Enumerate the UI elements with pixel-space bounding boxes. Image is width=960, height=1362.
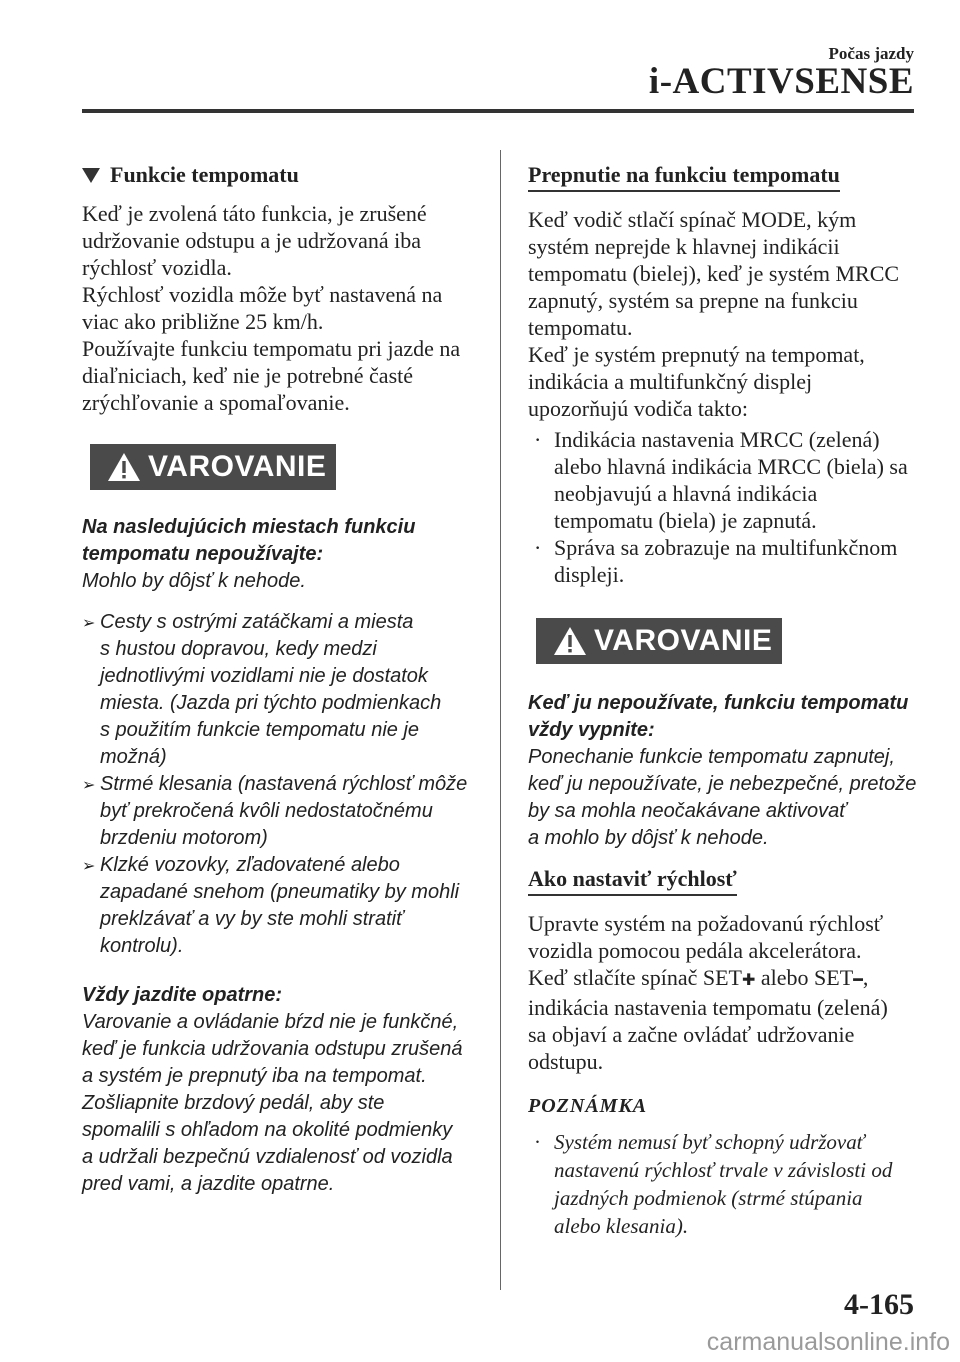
plus-icon: ✚ <box>742 972 756 989</box>
warning-badge <box>536 618 782 664</box>
section-heading <box>82 162 482 188</box>
text-segment: , <box>862 965 869 990</box>
text-line: Keď je systém prepnutý na tempomat, <box>528 342 865 367</box>
right-column <box>528 162 920 1240</box>
list-line: Správa sa zobrazuje na multifunkčnom <box>554 535 898 560</box>
text-line: Keď vodič stlačí spínač MODE, kým <box>528 207 857 232</box>
text-line: rýchlosť vozidla. <box>82 255 232 280</box>
watermark: carmanualsonline.info <box>706 1328 950 1356</box>
list-line: s hustou dopravou, kedy medzi <box>100 638 377 660</box>
text-line: keď je funkcia udržovania odstupu zrušená <box>82 1038 463 1060</box>
bullet-icon: · <box>534 1130 541 1154</box>
text-line: Upravte systém na požadovanú rýchlosť <box>528 911 884 936</box>
bullet-icon: · <box>534 535 542 560</box>
warning-icon <box>552 625 588 657</box>
drive-paragraph <box>82 1009 482 1198</box>
list-line: Cesty s ostrými zatáčkami a miesta <box>100 611 414 633</box>
list-line: byť prekročená kvôli nedostatočnému <box>100 800 433 822</box>
list-line: s použitím funkcie tempomatu nie je <box>100 719 420 741</box>
text-line: zrýchľovanie a spomaľovanie. <box>82 390 350 415</box>
text-line <box>528 964 920 994</box>
text-line: a mohlo by dôjsť k nehode. <box>528 827 769 849</box>
warning-badge <box>90 444 336 490</box>
text-line: tempomatu. <box>528 315 633 340</box>
subheading: Prepnutie na funkciu tempomatu <box>528 162 840 192</box>
text-line: pred vami, a jazdite opatrne. <box>82 1173 335 1195</box>
text-line: sa objaví a začne ovládať udržovanie <box>528 1022 855 1047</box>
text-line: keď ju nepoužívate, je nebezpečné, pretože <box>528 773 917 795</box>
list-line: možná) <box>100 746 167 768</box>
text-line: Používajte funkciu tempomatu pri jazde na <box>82 336 461 361</box>
section-heading-text: Funkcie tempomatu <box>110 162 299 187</box>
note-line: jazdných podmienok (strmé stúpania <box>554 1186 863 1210</box>
list-line: displeji. <box>554 562 625 587</box>
text-segment: Keď stlačíte spínač SET <box>528 965 742 990</box>
arrow-right-icon: ➢ <box>82 777 96 794</box>
list-line: jednotlivými vozidlami nie je dostatok <box>100 665 428 687</box>
text-line: a udržali bezpečnú vzdialenosť od vozidla <box>82 1146 453 1168</box>
warning-label: VAROVANIE <box>148 450 327 483</box>
text-segment: alebo SET <box>755 965 854 990</box>
chapter-title: i-ACTIVSENSE <box>648 61 914 102</box>
list-line: zapadané snehom (pneumatiky by mohli <box>100 881 460 903</box>
text-line: spomalili s ohľadom na okolité podmienky <box>82 1119 453 1141</box>
bullet-icon: · <box>534 427 542 452</box>
intro-paragraph <box>82 200 482 416</box>
switch-paragraph <box>528 206 920 422</box>
list-item <box>82 609 482 771</box>
arrow-right-icon: ➢ <box>82 615 96 632</box>
list-line: Klzké vozovky, zľadovatené alebo <box>100 854 400 876</box>
text-line: indikácia a multifunkčný displej <box>528 369 813 394</box>
section-label: Počas jazdy <box>828 44 914 63</box>
list-item <box>528 426 920 534</box>
list-line: Indikácia nastavenia MRCC (zelená) <box>554 427 880 452</box>
column-divider <box>500 150 501 1290</box>
list-line: kontrolu). <box>100 935 184 957</box>
arrow-right-icon: ➢ <box>82 858 96 875</box>
page-number: 4-165 <box>844 1288 914 1321</box>
header-rule <box>82 109 914 113</box>
text-line: udržovanie odstupu a je udržovaná iba <box>82 228 422 253</box>
text-line: vozidla pomocou pedála akcelerátora. <box>528 938 862 963</box>
warning-bold-line: Na nasledujúcich miestach funkciu <box>82 516 416 538</box>
text-line: Rýchlosť vozidla môže byť nastavená na <box>82 282 443 307</box>
note-line: nastavenú rýchlosť trvale v závislosti od <box>554 1158 893 1182</box>
text-line: odstupu. <box>528 1049 604 1074</box>
warning-label: VAROVANIE <box>594 624 773 657</box>
note-line: alebo klesania). <box>554 1214 689 1238</box>
text-line: upozorňujú vodiča takto: <box>528 396 748 421</box>
speed-paragraph <box>528 910 920 1075</box>
text-line: diaľniciach, keď nie je potrebné časté <box>82 363 414 388</box>
warning-bold-line: Keď ju nepoužívate, funkciu tempomatu <box>528 692 909 714</box>
left-column <box>82 162 482 1198</box>
list-line: neobjavujú a hlavná indikácia <box>554 481 818 506</box>
minus-icon: ━ <box>853 972 863 989</box>
note-item <box>528 1128 920 1240</box>
list-item <box>82 852 482 960</box>
text-line: indikácia nastavenia tempomatu (zelená) <box>528 995 888 1020</box>
text-line: Keď je zvolená táto funkcia, je zrušené <box>82 201 427 226</box>
warning-icon <box>106 451 142 483</box>
subheading: Ako nastaviť rýchlosť <box>528 866 737 896</box>
warning-bold-line: tempomatu nepoužívajte: <box>82 543 324 565</box>
text-line: Zošliapnite brzdový pedál, aby ste <box>82 1092 385 1114</box>
text-line: Varovanie a ovládanie bŕzd nie je funkčné, <box>82 1011 459 1033</box>
text-line: viac ako približne 25 km/h. <box>82 309 324 334</box>
text-line: tempomatu (bielej), keď je systém MRCC <box>528 261 900 286</box>
list-line: miesta. (Jazda pri týchto podmienkach <box>100 692 442 714</box>
text-line: systém neprejde k hlavnej indikácii <box>528 234 840 259</box>
triangle-down-icon <box>82 168 100 183</box>
note-title: POZNÁMKA <box>528 1095 648 1117</box>
list-item <box>82 771 482 852</box>
warning-text: Mohlo by dôjsť k nehode. <box>82 570 306 592</box>
list-line: Strmé klesania (nastavená rýchlosť môže <box>100 773 468 795</box>
list-line: brzdeniu motorom) <box>100 827 268 849</box>
warning-bold-line: vždy vypnite: <box>528 719 655 741</box>
note-line: Systém nemusí byť schopný udržovať <box>554 1130 865 1154</box>
list-item <box>528 534 920 588</box>
text-line: by sa mohla neočakávane aktivovať <box>528 800 847 822</box>
text-line: zapnutý, systém sa prepne na funkciu <box>528 288 858 313</box>
text-line: a systém je prepnutý iba na tempomat. <box>82 1065 427 1087</box>
text-line: Ponechanie funkcie tempomatu zapnutej, <box>528 746 895 768</box>
list-line: tempomatu (biela) je zapnutá. <box>554 508 817 533</box>
list-line: alebo hlavná indikácia MRCC (biela) sa <box>554 454 908 479</box>
list-line: preklzávať a vy by ste mohli stratiť <box>100 908 404 930</box>
drive-bold-line: Vždy jazdite opatrne: <box>82 984 283 1006</box>
